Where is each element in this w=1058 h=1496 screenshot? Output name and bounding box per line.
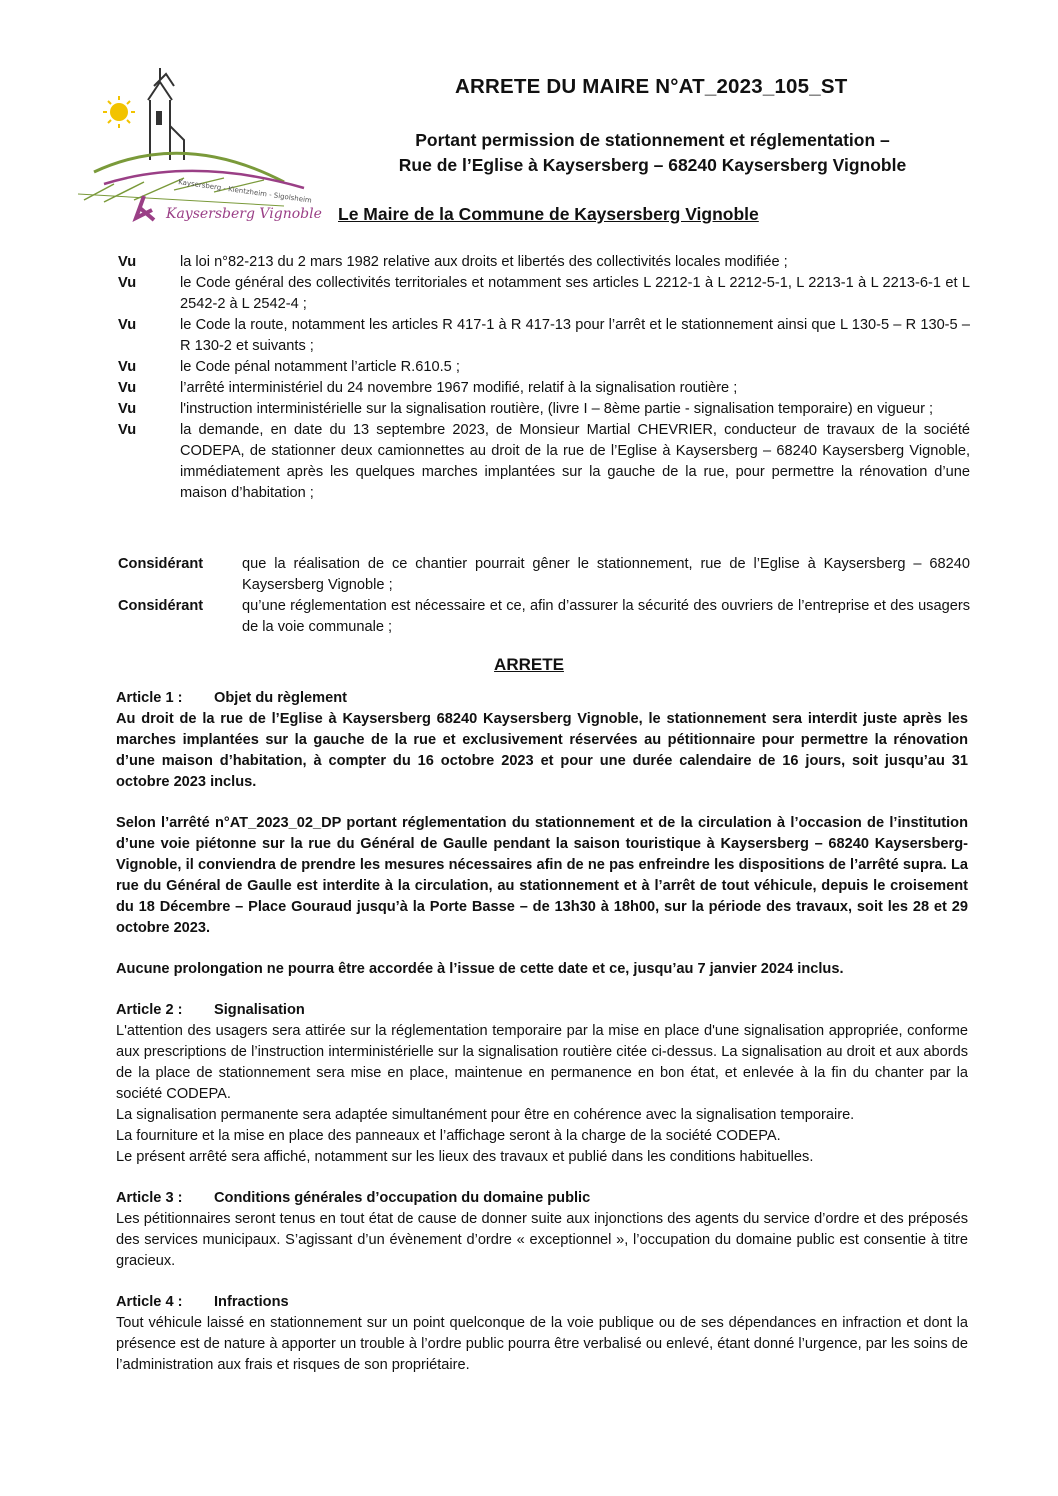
considerant-label: Considérant bbox=[118, 556, 204, 572]
arrete-heading: ARRETE bbox=[494, 655, 564, 674]
kaysersberg-vignoble-logo bbox=[74, 60, 324, 230]
article-2-heading bbox=[116, 1000, 968, 1021]
article-3-heading bbox=[116, 1188, 968, 1209]
vu-text: l'instruction interministérielle sur la signalisation routière, (livre I – 8ème partie - signalisation temporaire) en vigueur ; bbox=[180, 401, 934, 417]
considerant-item bbox=[118, 554, 970, 596]
considerant-text: que la réalisation de ce chantier pourrait gêner le stationnement, rue de l’Eglise à Kaysersberg – 68240 Kaysersberg Vignoble ; bbox=[242, 556, 970, 593]
article-1-heading bbox=[116, 688, 968, 709]
sun-icon bbox=[103, 96, 135, 128]
considerant-list bbox=[118, 554, 970, 638]
vu-label: Vu bbox=[118, 254, 137, 270]
article-2-paragraph: La fourniture et la mise en place des panneaux et l’affichage seront à la charge de la société CODEPA. bbox=[116, 1128, 781, 1144]
vu-item bbox=[118, 252, 970, 273]
mayor-heading: Le Maire de la Commune de Kaysersberg Vignoble bbox=[338, 204, 759, 224]
vu-text: le Code général des collectivités territoriales et notamment ses articles L 2212-1 à L 2212-5-1, L 2213-1 à L 2213-6-1 et L 2542-2 à L 2542-4 ; bbox=[180, 275, 970, 312]
vu-text: la loi n°82-213 du 2 mars 1982 relative aux droits et libertés des collectivités locales modifiée ; bbox=[180, 254, 788, 270]
article-title: Signalisation bbox=[214, 1002, 305, 1018]
church-tower-icon bbox=[148, 68, 184, 160]
article-3-paragraph: Les pétitionnaires seront tenus en tout état de cause de donner suite aux injonctions des agents du service d’ordre et des préposés des services municipaux. S’agissant d’un évènement d’ordre « exceptionnel », l’occupation du domaine public est consentie à titre gracieux. bbox=[116, 1211, 968, 1269]
vu-label: Vu bbox=[118, 317, 137, 333]
logo-k-mark bbox=[136, 196, 154, 220]
decree-subtitle bbox=[380, 128, 925, 178]
article-number: Article 3 : bbox=[116, 1190, 183, 1206]
article-4-heading bbox=[116, 1292, 968, 1313]
logo-caption: Kaysersberg Vignoble bbox=[166, 206, 322, 222]
vu-list bbox=[118, 252, 970, 504]
subtitle-line-1: Portant permission de stationnement et réglementation – bbox=[415, 130, 890, 150]
vu-item bbox=[118, 399, 970, 420]
vu-item bbox=[118, 420, 970, 504]
article-2-paragraph: La signalisation permanente sera adaptée simultanément pour être en cohérence avec la signalisation temporaire. bbox=[116, 1107, 855, 1123]
article-1-paragraph: Au droit de la rue de l’Eglise à Kaysersberg 68240 Kaysersberg Vignoble, le stationnement sera interdit juste après les marches implantées sur la gauche de la rue et exclusivement réservées au pétitionnaire pour permettre la rénovation d’une maison d’habitation, à compter du 16 octobre 2023 et pour une durée calendaire de 16 jours, soit jusqu’au 31 octobre 2023 inclus. bbox=[116, 711, 968, 790]
vu-item bbox=[118, 378, 970, 399]
vu-item bbox=[118, 357, 970, 378]
article-1-paragraph: Selon l’arrêté n°AT_2023_02_DP portant réglementation du stationnement et de la circulation à l’occasion de l’institution d’une voie piétonne sur la rue du Général de Gaulle pendant la saison touristique à Kaysersberg – 68240 Kaysersberg-Vignoble, il conviendra de prendre les mesures nécessaires afin de ne pas enfreindre les dispositions de l’arrêté supra. La rue du Général de Gaulle est interdite à la circulation, au stationnement et à l’arrêt de tout véhicule, depuis le croisement du 18 Décembre – Place Gouraud jusqu’à la Porte Basse – de 13h30 à 18h00, sur la période des travaux, soit les 28 et 29 octobre 2023. bbox=[116, 815, 968, 936]
article-title: Conditions générales d’occupation du domaine public bbox=[214, 1190, 591, 1206]
considerant-item bbox=[118, 596, 970, 638]
vu-label: Vu bbox=[118, 401, 137, 417]
article-1-paragraph: Aucune prolongation ne pourra être accordée à l’issue de cette date et ce, jusqu’au 7 janvier 2024 inclus. bbox=[116, 961, 844, 977]
article-4-paragraph: Tout véhicule laissé en stationnement sur un point quelconque de la voie publique ou de ses dépendances en infraction et dont la présence est de nature à apporter un trouble à l’ordre public pourra être verbalisé ou enlevé, étant donné l’urgence, par les soins de l’administration aux frais et risques de son propriétaire. bbox=[116, 1315, 968, 1373]
article-number: Article 2 : bbox=[116, 1002, 183, 1018]
vu-text: la demande, en date du 13 septembre 2023, de Monsieur Martial CHEVRIER, conducteur de travaux de la société CODEPA, de stationner deux camionnettes au droit de la rue de l’Eglise à Kaysersberg – 68240 Kaysersberg Vignoble, immédiatement après les quelques marches implantées sur la gauche de la rue, pour permettre la rénovation d’une maison d’habitation ; bbox=[180, 422, 970, 501]
logo-tagline: Kaysersberg - Kientzheim - Sigolsheim bbox=[177, 178, 313, 205]
vu-item bbox=[118, 273, 970, 315]
vu-label: Vu bbox=[118, 422, 137, 438]
article-2-paragraph: L'attention des usagers sera attirée sur la réglementation temporaire par la mise en place d'une signalisation appropriée, conforme aux prescriptions de l’instruction interministérielle sur la signalisation routière citée ci-dessus. La signalisation au droit et aux abords de la place de stationnement sera mise en place, maintenue en permanence en bon état, et enlevée à la fin du chanter par la société CODEPA. bbox=[116, 1023, 968, 1102]
article-number: Article 1 : bbox=[116, 690, 183, 706]
vu-item bbox=[118, 315, 970, 357]
considerant-label: Considérant bbox=[118, 598, 204, 614]
subtitle-line-2: Rue de l’Eglise à Kaysersberg – 68240 Kaysersberg Vignoble bbox=[398, 155, 907, 175]
article-title: Objet du règlement bbox=[214, 690, 347, 706]
vu-text: le Code pénal notamment l’article R.610.5 ; bbox=[180, 359, 460, 375]
decree-title: ARRETE DU MAIRE N°AT_2023_105_ST bbox=[455, 75, 848, 98]
article-title: Infractions bbox=[214, 1294, 289, 1310]
vu-label: Vu bbox=[118, 359, 137, 375]
article-2-paragraph: Le présent arrêté sera affiché, notamment sur les lieux des travaux et publié dans les conditions habituelles. bbox=[116, 1149, 814, 1165]
vu-label: Vu bbox=[118, 275, 137, 291]
considerant-text: qu’une réglementation est nécessaire et ce, afin d’assurer la sécurité des ouvriers de l’entreprise et des usagers de la voie communale ; bbox=[242, 598, 970, 635]
vu-text: le Code la route, notamment les articles R 417-1 à R 417-13 pour l’arrêt et le stationnement ainsi que L 130-5 – R 130-5 – R 130-2 et suivants ; bbox=[180, 317, 970, 354]
articles bbox=[116, 688, 968, 1376]
article-number: Article 4 : bbox=[116, 1294, 183, 1310]
vu-text: l’arrêté interministériel du 24 novembre 1967 modifié, relatif à la signalisation routière ; bbox=[180, 380, 738, 396]
vu-label: Vu bbox=[118, 380, 137, 396]
